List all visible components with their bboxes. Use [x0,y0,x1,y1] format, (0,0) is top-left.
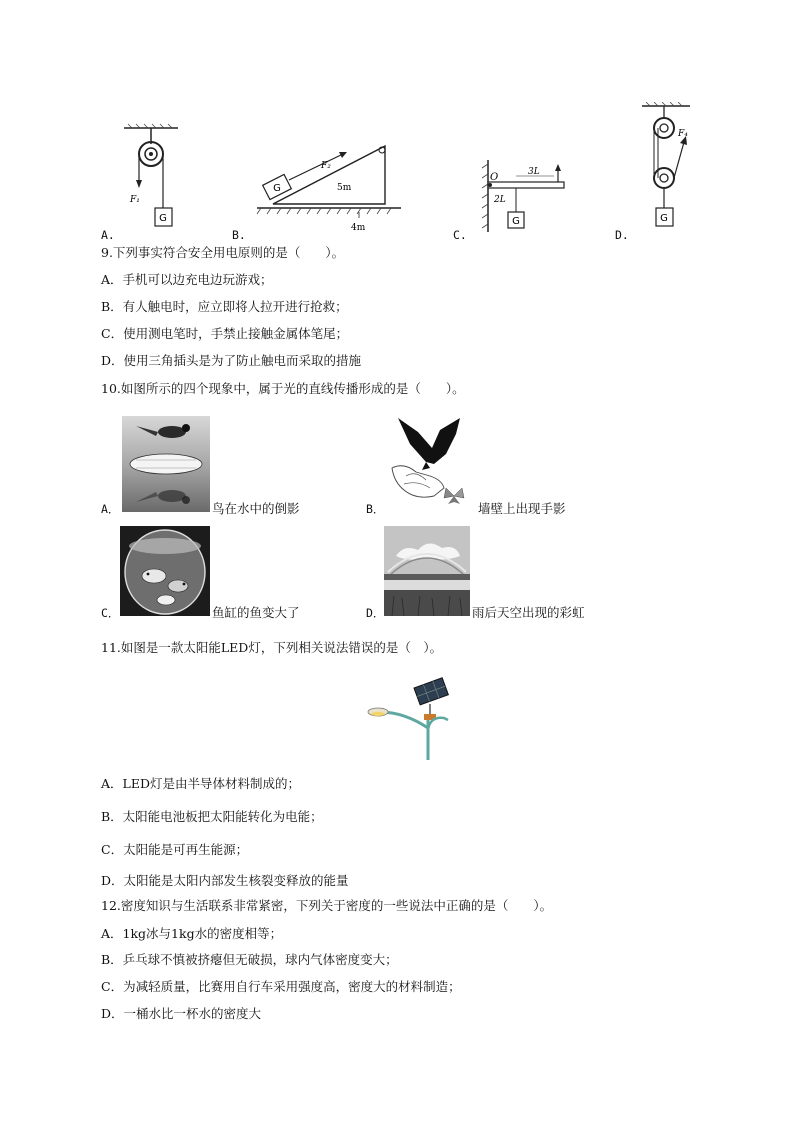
q8d-force-label: F₄ [678,129,688,139]
q8-figure-a [118,122,188,232]
q10-option-b-caption: 墙壁上出现手影 [478,501,566,516]
q8b-weight-label: G [273,183,281,194]
q10-stem: 10.如图所示的四个现象中，属于光的直线传播形成的是（ ）。 [101,381,465,396]
q10-photo-bird-reflection [122,416,210,512]
q11-option-b: B．太阳能电池板把太阳能转化为电能； [101,809,323,824]
q10-option-c-caption: 鱼缸的鱼变大了 [212,605,300,620]
q10-photo-rainbow [384,526,470,616]
q11-option-c: C．太阳能是可再生能源； [101,842,249,857]
q8a-force-label: F₁ [130,195,140,205]
q9-option-c: C．使用测电笔时，手禁止接触金属体笔尾； [101,326,349,341]
q8c-short-arm-label: 2L [494,195,506,205]
q8-option-d-label: D. [615,228,629,242]
q8c-long-arm-label: 3L [528,167,540,177]
q8-option-b-label: B. [232,228,246,242]
q12-option-b: B．乒乓球不慎被挤瘪但无破损，球内气体密度变大； [101,952,398,967]
q8b-length-label: 5m [337,183,352,193]
q10-option-b-label: B． [366,502,385,516]
q12-option-a: A．1kg冰与1kg水的密度相等； [101,926,283,941]
q8-option-c-label: C. [453,228,467,242]
q10-option-d-caption: 雨后天空出现的彩虹 [472,605,585,620]
q12-stem: 12.密度知识与生活联系非常紧密，下列关于密度的一些说法中正确的是（ ）。 [101,898,553,913]
q10-option-a-caption: 鸟在水中的倒影 [212,501,300,516]
q11-option-d: D．太阳能是太阳内部发生核裂变释放的能量 [101,873,349,888]
q12-option-c: C．为减轻质量，比赛用自行车采用强度高，密度大的材料制造； [101,979,461,994]
q9-option-b: B．有人触电时，应立即将人拉开进行抢救； [101,299,348,314]
q9-stem: 9.下列事实符合安全用电原则的是（ ）。 [101,245,345,260]
q8-figure-d [634,102,704,232]
q11-option-a: A．LED灯是由半导体材料制成的； [101,776,300,791]
q8a-weight-label: G [159,213,167,224]
q8b-base-label: 4m [351,223,366,233]
q8d-weight-label: G [660,213,668,224]
q10-option-a-label: A． [101,502,120,516]
q10-option-d-label: D． [366,606,385,620]
q10-option-c-label: C． [101,606,120,620]
q8c-weight-label: G [512,216,520,227]
q9-option-d: D．使用三角插头是为了防止触电而采取的措施 [101,353,362,368]
q8-option-a-label: A. [101,228,115,242]
q8c-pivot-label: O [490,172,499,183]
q11-solar-led-streetlight-figure [364,674,456,766]
q8-figure-c [476,158,572,234]
q8b-force-label: F₂ [321,161,331,171]
q10-photo-fish-tank [120,526,210,616]
q9-option-a: A．手机可以边充电边玩游戏； [101,272,273,287]
q8-figure-b [255,142,405,234]
q10-photo-hand-shadow [386,410,476,510]
q11-stem: 11.如图是一款太阳能LED灯，下列相关说法错误的是（ ）。 [101,640,443,655]
q12-option-d: D．一桶水比一杯水的密度大 [101,1006,262,1021]
